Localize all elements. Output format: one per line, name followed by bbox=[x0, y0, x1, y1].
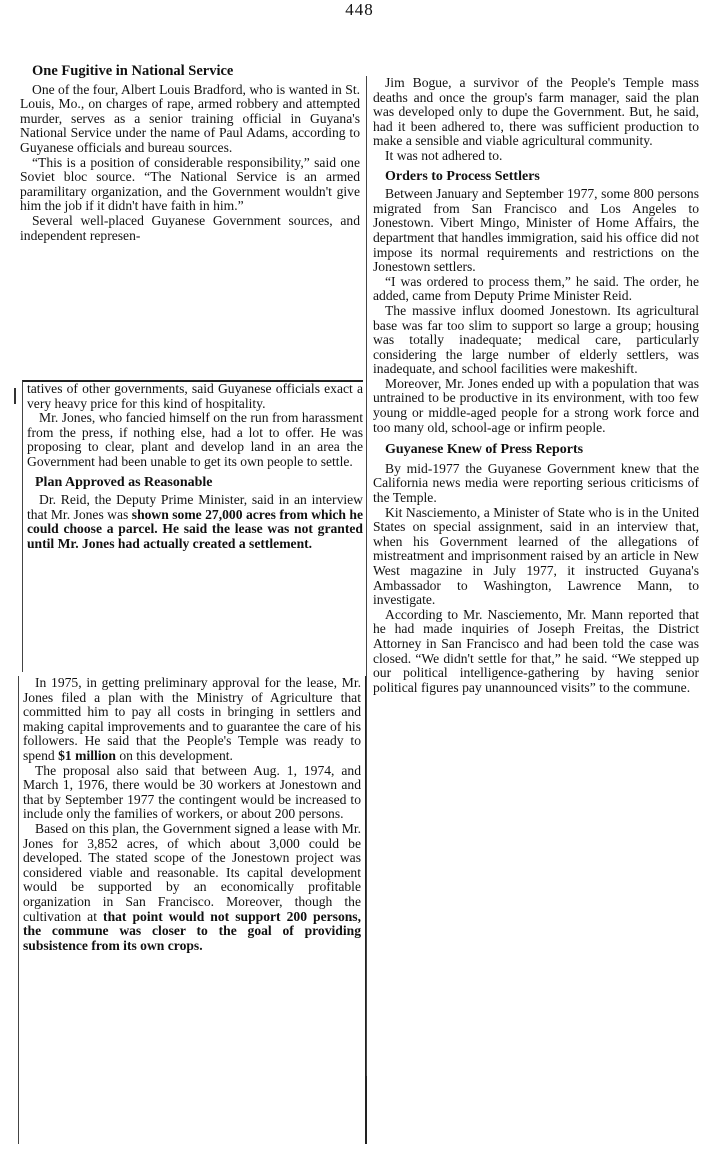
heading-orders-to-process: Orders to Process Settlers bbox=[385, 168, 540, 184]
paragraph-text: on this development. bbox=[119, 747, 233, 763]
paragraph: Several well-placed Guyanese Government sources, and independent represen- bbox=[20, 212, 360, 243]
paragraph-text: In 1975, in getting preliminary approval for the lease, Mr. Jones filed a plan with the Ministry of Agriculture that committed him to pay all costs in bringing in settlers and making capital improvements and to guarantee the care of his followers. He said that the People's Temple was ready to spend bbox=[23, 675, 361, 763]
paragraph: The proposal also said that between Aug. 1, 1974, and March 1, 1976, there would be 30 workers at Jonestown and that by September 1977 the contingent would be increased to include only the families of workers, or about 200 persons. bbox=[23, 762, 361, 822]
paragraph: According to Mr. Nasciemento, Mr. Mann reported that he had made inquiries of Joseph Freitas, the District Attorney in San Francisco and had been told the case was closed. “We didn't settle for that,” he said. “We stepped up our political intelligence-gathering by having senior political figures pay unannounced visits” to the commune. bbox=[373, 606, 699, 695]
paragraph: tatives of other governments, said Guyanese officials exact a very heavy price for this kind of hospitality. bbox=[27, 381, 363, 411]
paragraph bbox=[19, 822, 365, 953]
paragraph-text: Dr. Reid, the Deputy Prime Minister, said in an interview that Mr. Jones was bbox=[27, 492, 363, 522]
paragraph-bold-text: $1 million bbox=[58, 747, 116, 763]
paragraph: “This is a position of considerable responsibility,” said one Soviet bloc source. “The National Service is an armed paramilitary organization, and the Government wouldn't give him the job if it didn't have faith in him.” bbox=[20, 154, 360, 214]
clipping-plan-approved bbox=[22, 380, 363, 672]
paragraph: “I was ordered to process them,” he said. The order, he added, came from Deputy Prime Minister Reid. bbox=[373, 273, 699, 304]
paragraph bbox=[23, 493, 363, 551]
clipping-lease-proposal bbox=[18, 676, 367, 1144]
paragraph: Moreover, Mr. Jones ended up with a population that was untrained to be productive in its environment, with too few young or middle-aged people for a strong work force and too many old, school-age or infirm people. bbox=[373, 375, 699, 435]
paragraph-bold-text: that point would not support 200 persons, the commune was closer to the goal of providing subsistence from its own crops. bbox=[23, 908, 361, 953]
clipping-right-column bbox=[366, 76, 703, 1076]
heading-plan-approved: Plan Approved as Reasonable bbox=[35, 474, 213, 490]
heading-one-fugitive: One Fugitive in National Service bbox=[32, 63, 234, 79]
paragraph bbox=[19, 676, 365, 764]
paragraph: Jim Bogue, a survivor of the People's Temple mass deaths and once the group's farm manager, said the plan was developed only to dupe the Government. But, he said, had it been adhered to, there was sufficient production to make a sensible and viable agricultural community. bbox=[373, 75, 699, 149]
paragraph: One of the four, Albert Louis Bradford, who is wanted in St. Louis, Mo., on charges of rape, armed robbery and attempted murder, serves as a senior training official in Guyana's National Service under the name of Paul Adams, according to Guyanese officials and bureau sources. bbox=[20, 81, 360, 155]
paragraph: Kit Nasciemento, a Minister of State who is in the United States on special assignment, said in an interview that, when his Government learned of the allegations of mistreatment and imprisonment raised by an article in New West magazine in July 1977, it instructed Guyana's Ambassador to Washington, Lawrence Mann, to investigate. bbox=[373, 504, 699, 608]
clipping-one-fugitive bbox=[20, 64, 360, 378]
paragraph: By mid-1977 the Guyanese Government knew that the California news media were reporting serious criticisms of the Temple. bbox=[373, 460, 699, 506]
paragraph: It was not adhered to. bbox=[385, 147, 503, 163]
clipping-edge-mark bbox=[14, 388, 16, 404]
page-number: 448 bbox=[345, 0, 374, 19]
paragraph-bold-text: shown some 27,000 acres from which he could choose a parcel. He said the lease was not granted until Mr. Jones had actually created a settlement. bbox=[27, 506, 363, 551]
paragraph: Between January and September 1977, some 800 persons migrated from San Francisco and Los Angeles to Jonestown. Vibert Mingo, Minister of Home Affairs, the department that handles immigration, said his office did not impose its normal requirements and restrictions on the Jonestown settlers. bbox=[373, 186, 699, 275]
paragraph-text: Based on this plan, the Government signed a lease with Mr. Jones for 3,852 acres, of which about 3,000 could be developed. The stated scope of the Jonestown project was considered viable and reasonable. Its capital development would be supported by an economically profitable organization in San Francisco. Moreover, though the cultivation at bbox=[23, 820, 361, 924]
heading-guyanese-knew: Guyanese Knew of Press Reports bbox=[385, 442, 584, 458]
paragraph: Mr. Jones, who fancied himself on the run from harassment from the press, if nothing else, had a lot to offer. He was proposing to clear, plant and develop land in an area the Government had been unable to get its own people to settle. bbox=[27, 410, 363, 469]
paragraph: The massive influx doomed Jonestown. Its agricultural base was far too slim to support so large a group; housing was totally inadequate; medical care, particularly considering the large number of elderly settlers, was inadequate, and school facilities were makeshift. bbox=[373, 302, 699, 377]
